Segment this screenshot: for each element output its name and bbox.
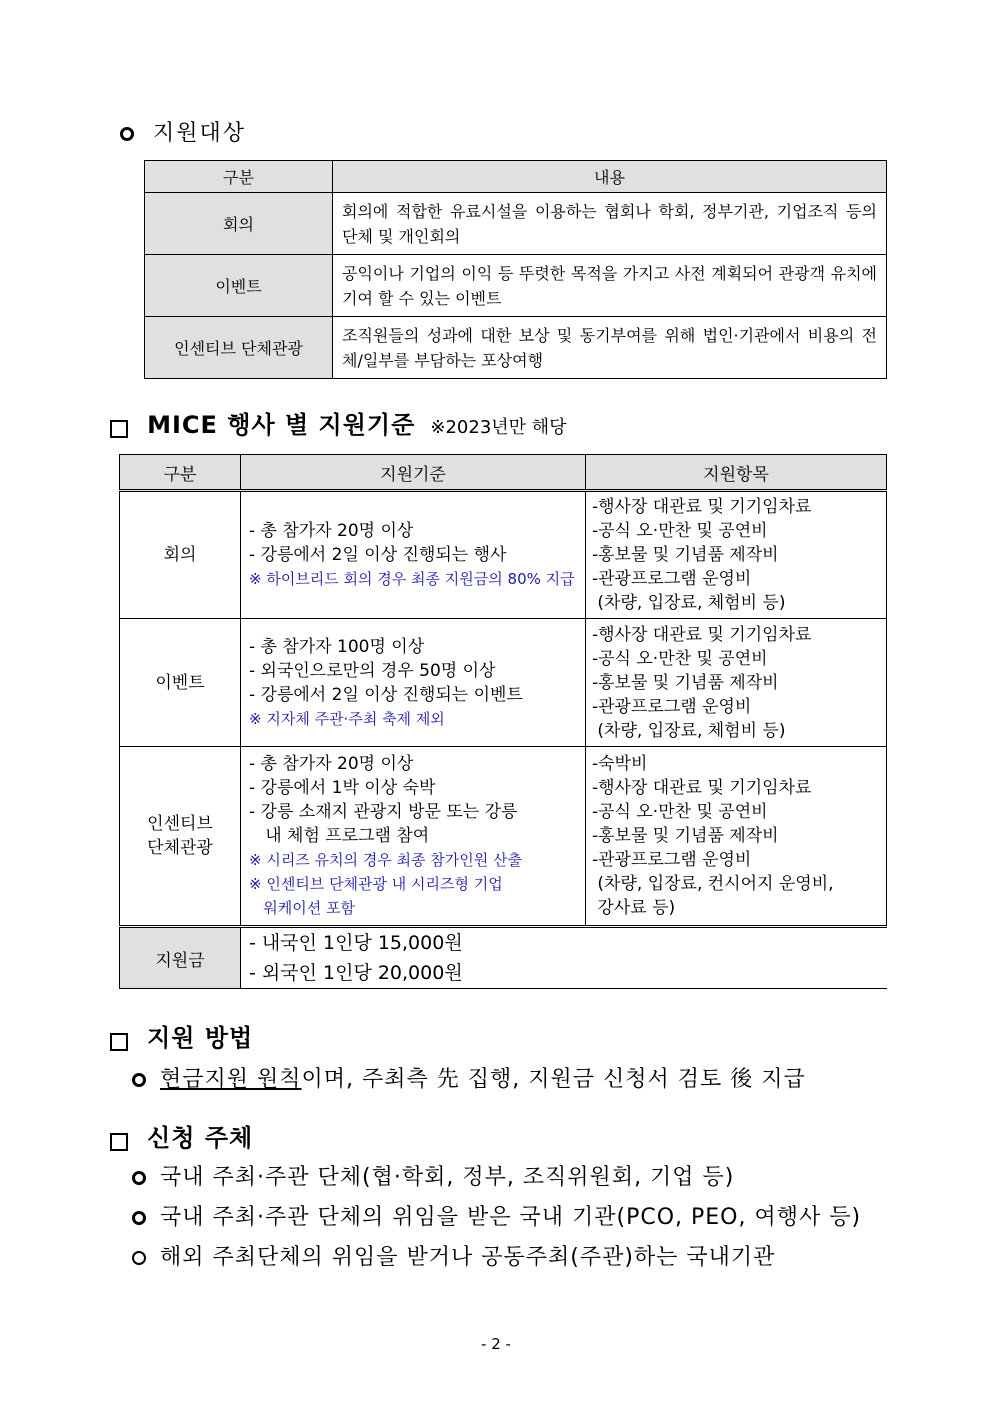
circle-bullet-icon [132, 1073, 146, 1087]
circle-bullet-icon [132, 1171, 146, 1185]
table-row [120, 491, 887, 619]
criteria-category: 이벤트 [120, 619, 241, 747]
item-line: -홍보물 및 기념품 제작비 [592, 826, 779, 846]
items-cell [586, 619, 887, 747]
target-title: 지원대상 [153, 121, 247, 146]
item-line: -행사장 대관료 및 기기임차료 [592, 497, 812, 517]
item-line: -행사장 대관료 및 기기임차료 [592, 778, 812, 798]
table-row [145, 193, 887, 255]
applicant-title: 신청 주체 [147, 1124, 254, 1152]
criteria-line: - 총 참가자 20명 이상 [249, 521, 414, 541]
criteria-note-line: ※ 시리즈 유치의 경우 최종 참가인원 산출 [249, 851, 523, 869]
applicant-heading [110, 1118, 253, 1153]
item-line: (차량, 입장료, 체험비 등) [592, 593, 786, 613]
item-line: -홍보물 및 기념품 제작비 [592, 545, 779, 565]
target-content: 회의에 적합한 유료시설을 이용하는 협회나 학회, 정부기관, 기업조직 등의 단체 및 개인회의 [333, 193, 887, 255]
item-line: -관광프로그램 운영비 [592, 696, 752, 717]
square-bullet-icon [110, 1033, 128, 1051]
fund-row [120, 927, 887, 989]
table-row [120, 619, 887, 747]
circle-bullet-icon [132, 1251, 146, 1265]
target-category: 회의 [145, 193, 333, 255]
criteria-line: - 총 참가자 100명 이상 [249, 636, 425, 657]
criteria-note-line: 워케이션 포함 [249, 899, 356, 917]
criteria-note-line: ※ 지자체 주관·주최 축제 제외 [249, 709, 445, 728]
criteria-line: - 강릉 소재지 관광지 방문 또는 강릉 [249, 802, 518, 822]
criteria-line: - 강릉에서 1박 이상 숙박 [249, 778, 436, 798]
criteria-line: 내 체험 프로그램 참여 [249, 826, 430, 846]
criteria-line: - 총 참가자 20명 이상 [249, 754, 414, 774]
criteria-title: MICE 행사 별 지원기준 [147, 411, 416, 439]
items-cell [586, 491, 887, 619]
target-category: 인센티브 단체관광 [145, 317, 333, 379]
criteria-table [119, 454, 887, 989]
target-content: 공익이나 기업의 이익 등 뚜렷한 목적을 가지고 사전 계획되어 관광객 유치에 기여 할 수 있는 이벤트 [333, 255, 887, 317]
item-line: -공식 오·만찬 및 공연비 [592, 802, 768, 822]
table-row [120, 747, 887, 927]
criteria-line: - 외국인으로만의 경우 50명 이상 [249, 660, 496, 681]
table-row [145, 255, 887, 317]
method-underlined: 현금지원 원칙 [160, 1067, 302, 1092]
item-line: (차량, 입장료, 체험비 등) [592, 720, 786, 741]
criteria-header-category: 구분 [120, 455, 241, 491]
criteria-note-line: ※ 인센티브 단체관광 내 시리즈형 기업 [249, 875, 503, 893]
criteria-heading [110, 405, 567, 440]
applicant-item [132, 1200, 861, 1231]
page-number: - 2 - [481, 1335, 511, 1353]
criteria-cell [241, 747, 586, 927]
square-bullet-icon [110, 420, 128, 438]
item-line: -행사장 대관료 및 기기임차료 [592, 624, 812, 645]
criteria-note: ※2023년만 해당 [430, 417, 567, 438]
target-header-category: 구분 [145, 161, 333, 193]
target-heading [120, 116, 246, 147]
target-table [144, 160, 887, 379]
criteria-category: 회의 [120, 491, 241, 619]
item-line: -공식 오·만찬 및 공연비 [592, 648, 768, 669]
criteria-header-criteria: 지원기준 [241, 455, 586, 491]
table-row [145, 317, 887, 379]
item-line: -숙박비 [592, 754, 648, 774]
criteria-cell [241, 619, 586, 747]
item-line: -홍보물 및 기념품 제작비 [592, 672, 779, 693]
method-line [132, 1062, 892, 1093]
method-title: 지원 방법 [147, 1024, 254, 1052]
method-rest: 이며, 주최측 先 집행, 지원금 신청서 검토 後 지급 [301, 1067, 806, 1092]
method-heading [110, 1018, 253, 1053]
fund-cell [241, 927, 887, 989]
applicant-item-text: 국내 주최·주관 단체의 위임을 받은 국내 기관(PCO, PEO, 여행사 등) [160, 1205, 862, 1230]
applicant-item-text: 국내 주최·주관 단체(협·학회, 정부, 조직위원회, 기업 등) [160, 1165, 735, 1190]
criteria-line: - 강릉에서 2일 이상 진행되는 이벤트 [249, 684, 523, 705]
fund-line: - 외국인 1인당 20,000원 [249, 962, 463, 984]
item-line: -관광프로그램 운영비 [592, 569, 752, 589]
items-cell [586, 747, 887, 927]
item-line: -관광프로그램 운영비 [592, 850, 752, 870]
target-category: 이벤트 [145, 255, 333, 317]
criteria-line: - 강릉에서 2일 이상 진행되는 행사 [249, 545, 507, 565]
criteria-cell [241, 491, 586, 619]
circle-bullet-icon [120, 127, 134, 141]
item-line: -공식 오·만찬 및 공연비 [592, 521, 768, 541]
criteria-header-items: 지원항목 [586, 455, 887, 491]
target-header-content: 내용 [333, 161, 887, 193]
criteria-category: 인센티브 단체관광 [120, 747, 241, 927]
target-content: 조직원들의 성과에 대한 보상 및 동기부여를 위해 법인·기관에서 비용의 전체/일부를 부담하는 포상여행 [333, 317, 887, 379]
item-line: 강사료 등) [592, 898, 676, 918]
applicant-item [132, 1160, 734, 1191]
fund-label: 지원금 [120, 927, 241, 989]
applicant-item [132, 1240, 775, 1271]
square-bullet-icon [110, 1133, 128, 1151]
applicant-item-text: 해외 주최단체의 위임을 받거나 공동주최(주관)하는 국내기관 [160, 1245, 776, 1270]
criteria-note-line: ※ 하이브리드 회의 경우 최종 지원금의 80% 지급 [249, 570, 575, 588]
circle-bullet-icon [132, 1211, 146, 1225]
item-line: (차량, 입장료, 컨시어지 운영비, [592, 874, 834, 894]
fund-line: - 내국인 1인당 15,000원 [249, 932, 463, 954]
